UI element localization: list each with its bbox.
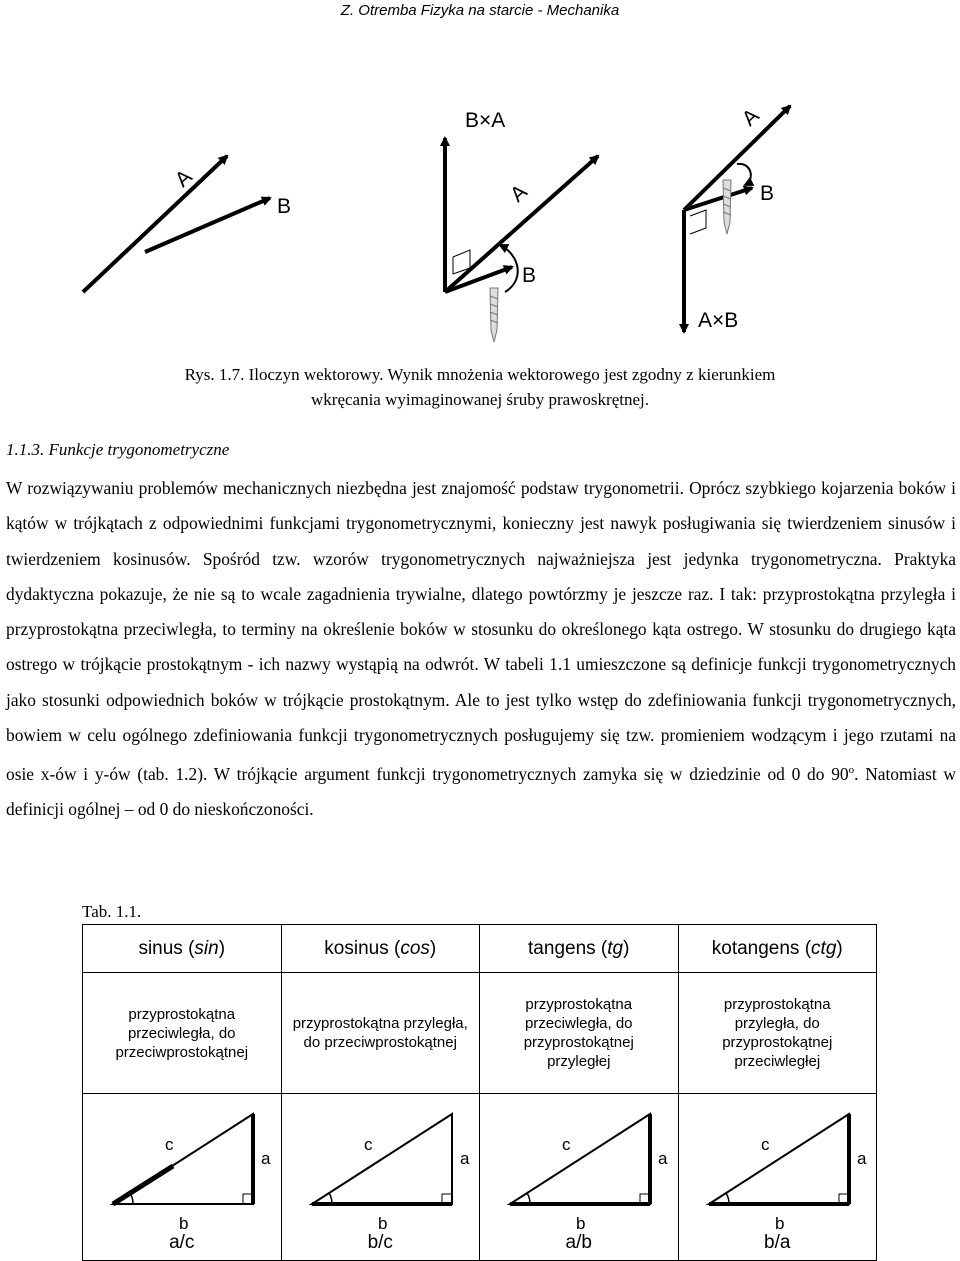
side-c: c <box>363 1135 372 1154</box>
table-definition-row <box>83 973 877 1094</box>
header-ctg: kotangens (ctg) <box>678 925 877 973</box>
side-a: a <box>459 1149 469 1168</box>
trig-table <box>82 924 877 1261</box>
def-cos: przyprostokątna przyległa, do przeciwprostokątnej <box>281 973 480 1094</box>
vector-product-figure <box>0 30 960 350</box>
def-sin: przyprostokątna przeciwległa, do przeciwprostokątnej <box>83 973 282 1094</box>
ratio-cos: b/c <box>367 1232 393 1253</box>
section-title: 1.1.3. Funkcje trygonometryczne <box>6 440 230 459</box>
triangle-cell-sin <box>83 1094 282 1261</box>
header-cos: kosinus (cos) <box>281 925 480 973</box>
body-paragraph <box>6 471 956 828</box>
side-b: b <box>377 1214 387 1233</box>
vector-b-mid <box>445 267 512 292</box>
label-a-mid: A <box>505 180 532 207</box>
header-tg: tangens (tg) <box>480 925 679 973</box>
def-ctg: przyprostokątna przyległa, do przyprostokątnej przeciwległej <box>678 973 877 1094</box>
triangle-cell-cos <box>281 1094 480 1261</box>
table-header-row <box>83 925 877 973</box>
label-a-right: A <box>737 104 764 131</box>
label-a-left: A <box>170 165 197 192</box>
label-b-right: B <box>760 182 775 205</box>
side-b: b <box>576 1214 586 1233</box>
label-bxa: B×A <box>465 109 506 132</box>
paragraph-end: . Natomiast w definicji ogólnej – od 0 do nieskończoności. <box>6 764 956 820</box>
figure-caption <box>0 362 960 412</box>
degree-superscript: o <box>848 764 855 777</box>
paragraph-text: W rozwiązywaniu problemów mechanicznych niezbędna jest znajomość podstaw trygonometrii. Oprócz szybkiego kojarzenia boków i kątów w trójkątach z odpowiednimi funkcjami trygonometrycznymi, konieczny jest nawyk posługiwania się twierdzeniem sinusów i twierdzeniem kosinusów. Spośród tzw. wzorów trygonometrycznych najważniejsza jest jedynka trygonometryczna. Praktyka dydaktyczna pokazuje, że nie są to wcale zagadnienia trywialne, dlatego powtórzmy je jeszcze raz. I tak: przyprostokątna przyległa i przyprostokątna przeciwległa, to terminy na określenie boków w stosunku do określonego kąta ostrego. W stosunku do drugiego kąta ostrego w trójkącie prostokątnym - ich nazwy wystąpią na odwrót. W tabeli 1.1 umieszczone są definicje funkcji trygonometrycznych jako stosunki odpowiednich boków w trójkącie prostokątnym. Ale to jest tylko wstęp do zdefiniowania funkcji trygonometrycznych, bowiem w celu ogólnego zdefiniowania funkcji trygonometrycznych posługujemy się tzw. promieniem wodzącym i jego rzutami na osie x-ów i y-ów (tab. 1.2). W trójkącie argument funkcji trygonometrycznych zamyka się w dziedzinie od 0 do 90 <box>6 478 956 785</box>
label-axb: A×B <box>698 309 739 332</box>
label-b-mid: B <box>522 264 537 287</box>
side-c: c <box>760 1135 769 1154</box>
side-a: a <box>658 1149 668 1168</box>
side-b: b <box>179 1214 189 1233</box>
header-sin: sinus (sin) <box>83 925 282 973</box>
def-tg: przyprostokątna przeciwległa, do przyprostokątnej przyległej <box>480 973 679 1094</box>
side-c: c <box>165 1135 174 1154</box>
caption-line-1: Rys. 1.7. Iloczyn wektorowy. Wynik mnożenia wektorowego jest zgodny z kierunkiem <box>184 365 776 384</box>
label-b-left: B <box>277 195 292 218</box>
ratio-ctg: b/a <box>764 1232 791 1253</box>
table-caption: Tab. 1.1. <box>82 902 142 921</box>
table-triangle-row <box>83 1094 877 1261</box>
triangle-cell-ctg <box>678 1094 877 1261</box>
page-header: Z. Otremba Fizyka na starcie - Mechanika <box>340 2 620 19</box>
side-a: a <box>856 1149 866 1168</box>
ratio-sin: a/c <box>169 1232 195 1253</box>
side-b: b <box>774 1214 784 1233</box>
ratio-tg: a/b <box>565 1232 592 1253</box>
vector-b-left <box>145 198 270 252</box>
side-a: a <box>261 1149 271 1168</box>
caption-line-2: wkręcania wyimaginowanej śruby prawoskrętnej. <box>311 390 649 409</box>
triangle-cell-tg <box>480 1094 679 1261</box>
side-c: c <box>562 1135 571 1154</box>
